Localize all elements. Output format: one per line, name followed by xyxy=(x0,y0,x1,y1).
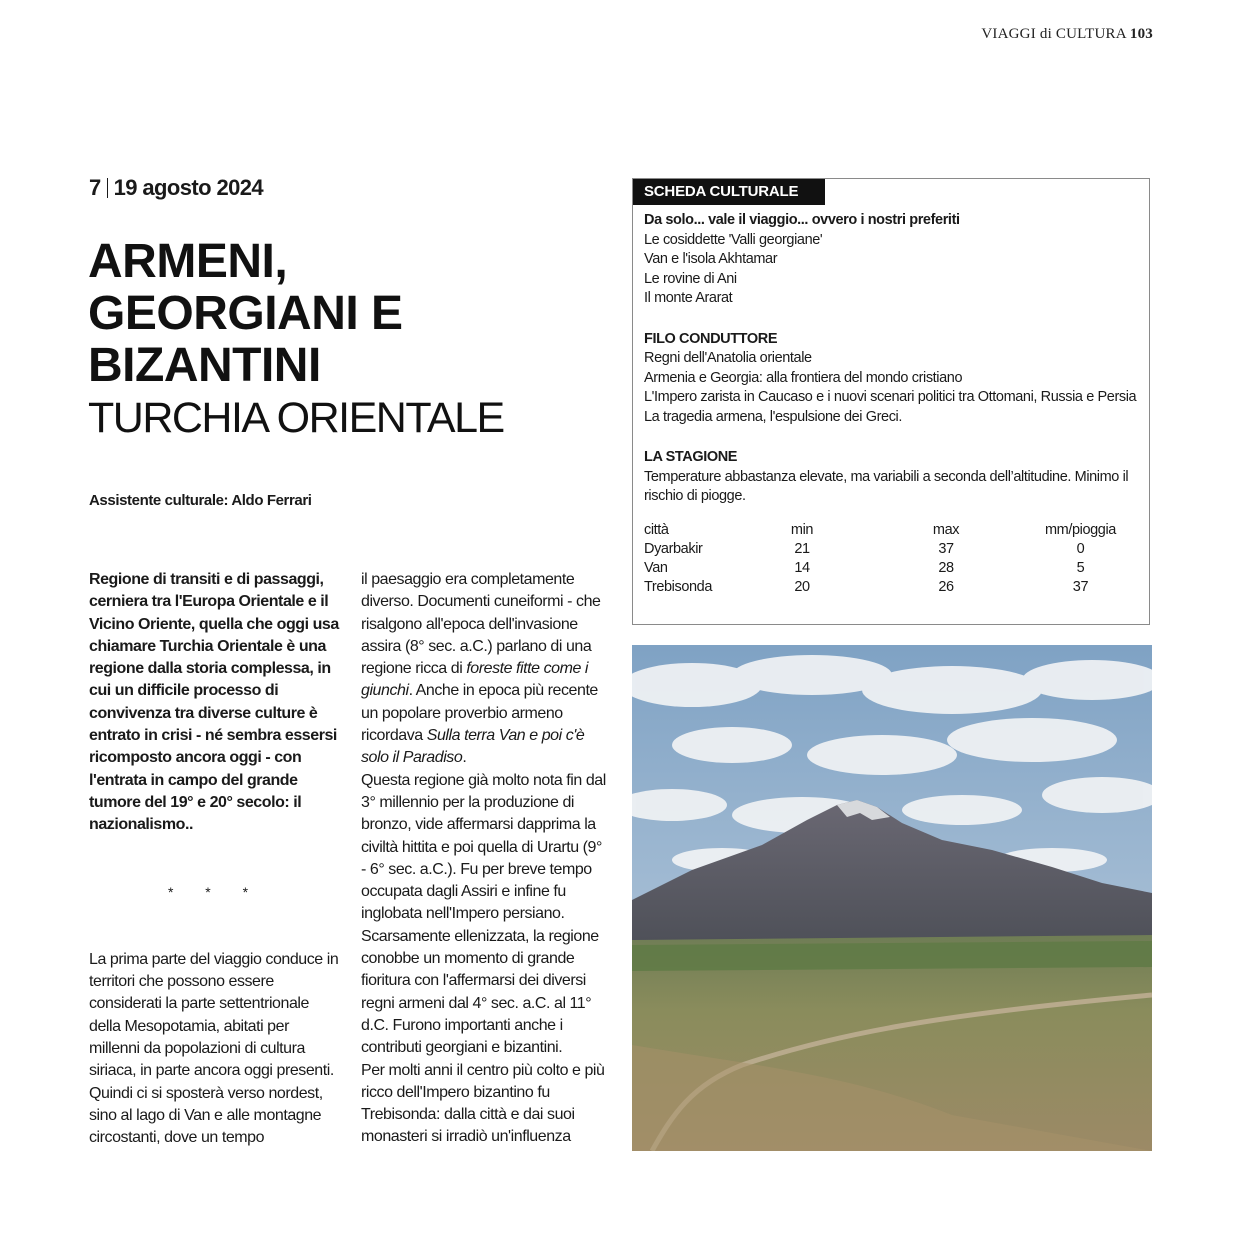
page-number: 103 xyxy=(1129,26,1153,42)
title-line: ARMENI, xyxy=(88,235,288,288)
weather-table xyxy=(644,521,1116,597)
article-title xyxy=(88,236,588,392)
table-header-row xyxy=(644,521,1116,540)
table-cell: 37 xyxy=(1072,578,1089,595)
table-cell: Trebisonda xyxy=(644,578,713,595)
mount-ararat-photo xyxy=(632,645,1152,1151)
body-text: . Anche in epoca più recente un popolare proverbio armeno ricordava xyxy=(361,682,598,745)
table-cell: 0 xyxy=(1076,540,1085,557)
table-cell: 5 xyxy=(1076,559,1085,576)
table-row xyxy=(644,540,1116,559)
trip-dates xyxy=(89,175,263,201)
intro-paragraph: Regione di transiti e di passaggi, cerniera tra l'Europa Orientale e il Vicino Oriente, quella che oggi usa chiamare Turchia Orientale è una regione dalla storia complessa, in cui un difficile processo di convivenza tra diverse culture è entrato in crisi - né sembra essersi ricomposto ancora oggi - con l'entrata in campo del grande tumore del 19° e 20° secolo: il nazionalismo.. xyxy=(89,571,339,834)
section-label-2: CULTURA xyxy=(1055,26,1126,42)
section-label: VIAGGI xyxy=(981,26,1036,42)
body-text: il paesaggio era completamente diverso. Documenti cuneiformi - che risalgono all'epoca dell'invasione assira (8° sec. a.C.) parlano di una regione ricca di xyxy=(361,571,601,678)
landscape-image xyxy=(632,645,1152,1151)
favorite-item: Le rovine di Ani xyxy=(644,270,737,287)
text-column-middle xyxy=(361,569,609,1149)
text-column-left xyxy=(89,569,341,1150)
table-cell: 26 xyxy=(938,578,954,595)
favorite-item: Le cosiddette 'Valli georgiane' xyxy=(644,231,823,248)
filo-item: La tragedia armena, l'espulsione dei Greci. xyxy=(644,408,903,425)
table-cell: 28 xyxy=(938,559,954,576)
table-row xyxy=(644,559,1116,578)
filo-item: Armenia e Georgia: alla frontiera del mondo cristiano xyxy=(644,369,963,386)
favorites-heading: Da solo... vale il viaggio... ovvero i nostri preferiti xyxy=(644,212,960,228)
date-start: 7 xyxy=(89,175,101,200)
running-head xyxy=(981,26,1153,43)
table-header: min xyxy=(790,521,814,538)
section-divider: * * * xyxy=(167,883,263,900)
date-separator xyxy=(107,178,108,198)
body-paragraph: La prima parte del viaggio conduce in territori che possono essere considerati la parte settentrionale della Mesopotamia, abitati per millenni da popolazioni di cultura siriaca, in parte ancora oggi presenti. Quindi ci si sposterà verso nordest, sino al lago di Van e alle montagne circostanti, dove un tempo xyxy=(89,950,339,1147)
filo-item: L'Impero zarista in Caucaso e i nuovi scenari politici tra Ottomani, Russia e Persia xyxy=(644,389,1137,405)
cultural-assistant: Assistente culturale: Aldo Ferrari xyxy=(89,492,312,509)
italic-proverb: Sulla terra Van e poi c'è solo il Paradiso xyxy=(361,727,585,767)
table-cell: 20 xyxy=(794,578,810,595)
stagione-heading: LA STAGIONE xyxy=(644,449,738,465)
favorite-item: Il monte Ararat xyxy=(644,290,733,306)
table-header: mm/pioggia xyxy=(1045,521,1116,538)
scheda-tag: SCHEDA CULTURALE xyxy=(633,179,825,205)
green-field xyxy=(632,941,1152,971)
article-subtitle: TURCHIA ORIENTALE xyxy=(88,394,504,442)
scheda-culturale-box xyxy=(632,178,1150,625)
favorite-item: Van e l'isola Akhtamar xyxy=(644,251,778,267)
date-end: 19 agosto 2024 xyxy=(113,175,263,200)
table-header: città xyxy=(644,521,669,538)
stagione-text: Temperature abbastanza elevate, ma variabili a seconda dell’altitudine. Minimo il rischio di piogge. xyxy=(644,468,1129,504)
body-paragraph: Questa regione già molto nota fin dal 3° millennio per la produzione di bronzo, vide affermarsi dapprima la civiltà hittita e poi quella di Urartu (9° - 6° sec. a.C.). Fu per breve tempo occupata dagli Assiri e infine fu inglobata nell'Impero persiano. Scarsamente ellenizzata, la regione conobbe un momento di grande fioritura con l'affermarsi dei diversi regni armeni dal 4° sec. a.C. al 11° d.C. Furono importanti anche i contributi georgiani e bizantini. xyxy=(361,771,606,1057)
table-cell: Dyarbakir xyxy=(644,540,703,557)
table-cell: 14 xyxy=(794,559,810,576)
table-cell: 21 xyxy=(794,540,810,557)
title-line: GEORGIANI E xyxy=(88,287,403,340)
body-text: . xyxy=(462,749,467,767)
table-header: max xyxy=(932,521,960,538)
scheda-content xyxy=(644,211,1144,597)
title-line: BIZANTINI xyxy=(88,339,321,392)
table-row xyxy=(644,578,1116,597)
table-cell: 37 xyxy=(938,540,954,557)
section-di: di xyxy=(1039,26,1052,42)
body-paragraph: Per molti anni il centro più colto e più ricco dell'Impero bizantino fu Trebisonda: dalla città e dai suoi monasteri si irradiò un'influenza xyxy=(361,1061,605,1146)
body-paragraph xyxy=(361,569,609,770)
filo-heading: FILO CONDUTTORE xyxy=(644,330,778,347)
table-cell: Van xyxy=(644,559,668,576)
filo-item: Regni dell'Anatolia orientale xyxy=(644,350,812,366)
italic-quote: foreste fitte come i giunchi xyxy=(361,660,589,700)
